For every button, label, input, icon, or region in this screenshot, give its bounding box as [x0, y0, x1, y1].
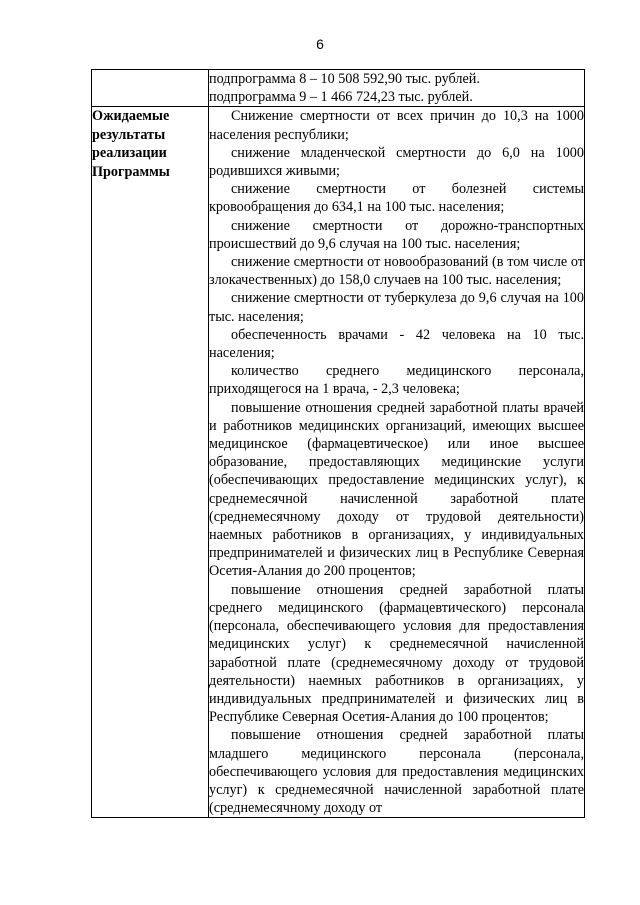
result-item: повышение отношения средней заработной платы врачей и работников медицинских организаций, имеющих высшее медицинское (фармацевтическое) или иное высшее образование, предоставляющих медицинские услуги (обеспечивающих предоставление медицинских услуг), к среднемесячной начисленной заработной плате (среднемесячному доходу от трудовой деятельности) наемных работников в организациях, у индивидуальных предпринимателей и физических лиц в Республике Северная Осетия-Алания до 200 процентов; — [209, 399, 584, 580]
result-item: снижение младенческой смертности до 6,0 на 1000 родившихся живыми; — [209, 144, 584, 180]
program-passport-table — [91, 69, 585, 818]
result-item: Снижение смертности от всех причин до 10,3 на 1000 населения республики; — [209, 108, 584, 143]
result-item: снижение смертности от болезней системы кровообращения до 634,1 на 100 тыс. населения; — [209, 181, 584, 216]
result-item: обеспеченность врачами - 42 человека на 10 тыс. населения; — [209, 326, 584, 362]
result-item: снижение смертности от дорожно-транспортных происшествий до 9,6 случая на 100 тыс. населения; — [209, 217, 584, 252]
result-item: снижение смертности от новообразований (в том числе от злокачественных) до 158,0 случаев на 100 тыс. населения; — [209, 254, 584, 289]
expected-results-content-cell — [209, 107, 585, 818]
page-number: 6 — [316, 36, 324, 52]
empty-label-cell — [92, 70, 209, 107]
result-item: количество среднего медицинского персонала, приходящегося на 1 врача, - 2,3 человека; — [209, 363, 584, 398]
financing-cell — [209, 70, 585, 107]
result-item: повышение отношения средней заработной платы среднего медицинского (фармацевтического) персонала (персонала, обеспечивающего условия для предоставления медицинских услуг) к среднемесячной начисленной заработной плате (среднемесячному доходу от трудовой деятельности) наемных работников в организациях, у индивидуальных предпринимателей и физических лиц в Республике Северная Осетия-Алания до 100 процентов; — [209, 581, 584, 726]
result-item: повышение отношения средней заработной платы младшего медицинского персонала (персонала, обеспечивающего условия для предоставления медицинских услуг) к среднемесячной начисленной заработной плате (среднемесячному доходу от — [209, 727, 584, 817]
result-item: снижение смертности от туберкулеза до 9,6 случая на 100 тыс. населения; — [209, 290, 584, 325]
table-row-financing — [92, 70, 585, 107]
expected-results-label-cell — [92, 107, 209, 818]
subprogram-8-line: подпрограмма 8 – 10 508 592,90 тыс. рублей. — [209, 71, 480, 87]
expected-results-label: Ожидаемые результаты реализации Программы — [92, 108, 170, 180]
table-row-expected-results — [92, 107, 585, 818]
subprogram-9-line: подпрограмма 9 – 1 466 724,23 тыс. рублей. — [209, 89, 473, 106]
